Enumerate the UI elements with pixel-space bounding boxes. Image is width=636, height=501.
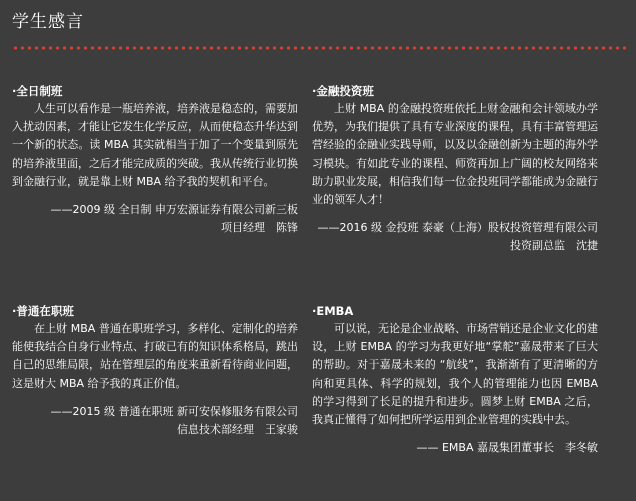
testimonial-parttime	[12, 302, 298, 439]
testimonial-signature	[312, 219, 598, 255]
signature-line-2: 项目经理 陈锋	[221, 221, 298, 235]
section-title: ·金融投资班	[312, 84, 374, 98]
testimonial-finance-investment	[312, 82, 598, 256]
signature-line-2: 投资副总监 沈捷	[510, 239, 598, 253]
signature-line-1: —— EMBA 嘉晟集团董事长 李冬敏	[416, 441, 598, 455]
testimonial-fulltime	[12, 82, 298, 237]
signature-line-1: ——2015 级 普通在职班 新可安保修服务有限公司	[50, 404, 298, 418]
section-title: ·EMBA	[312, 304, 354, 318]
section-title: ·普通在职班	[12, 304, 74, 318]
testimonial-signature	[12, 201, 298, 237]
testimonial-emba	[312, 302, 598, 457]
section-title: ·全日制班	[12, 84, 63, 98]
testimonial-signature	[12, 403, 298, 439]
testimonial-text: 上财 MBA 的金融投资班依托上财金融和会计领域办学优势，为我们提供了具有专业深度的课程，具有丰富管理运营经验的金融业实践导师，以及以金融创新为主题的海外学习模块。有如此专业的课程、师资再加上广阔的校友网络来助力职业发展，相信我们每一位金投班同学都能成为金融行业的领军人才！	[312, 102, 598, 207]
testimonial-text: 可以说，无论是企业战略、市场营销还是企业文化的建设，上财 EMBA 的学习为我更好地“掌舵”嘉晟带来了巨大的帮助。对于嘉晟未来的 “航线”，我渐渐有了更清晰的方向和更具体、科学的规划，我个人的管理能力也因 EMBA 的学习得到了长足的提升和进步。圆梦上财 EMBA 之后，我真正懂得了如何把所学运用到企业管理的实践中去。	[312, 322, 598, 427]
testimonial-text: 在上财 MBA 普通在职班学习，多样化、定制化的培养能使我结合自身行业特点、打破已有的知识体系格局，跳出自己的思维局限，站在管理层的角度来重新看待商业问题，这是财大 MBA 给予我的真正价值。	[12, 322, 298, 390]
page-title: 学生感言	[12, 12, 84, 32]
testimonial-text: 人生可以看作是一瓶培养液，培养液是稳态的，需要加入扰动因素，才能让它发生化学反应，从而使稳态升华达到一个新的状态。读 MBA 其实就相当于加了一个变量到原先的培养液里面，之后才能完成质的突破。我从传统行业切换到金融行业，就是靠上财 MBA 给予我的契机和平台。	[12, 102, 298, 188]
signature-line-1: ——2009 级 全日制 申万宏源证券有限公司新三板	[50, 203, 298, 217]
testimonial-signature	[312, 439, 598, 457]
signature-line-2: 信息技术部经理 王家骏	[177, 423, 298, 437]
dotted-divider	[12, 46, 626, 50]
signature-line-1: ——2016 级 金投班 泰豪（上海）股权投资管理有限公司	[317, 221, 598, 235]
